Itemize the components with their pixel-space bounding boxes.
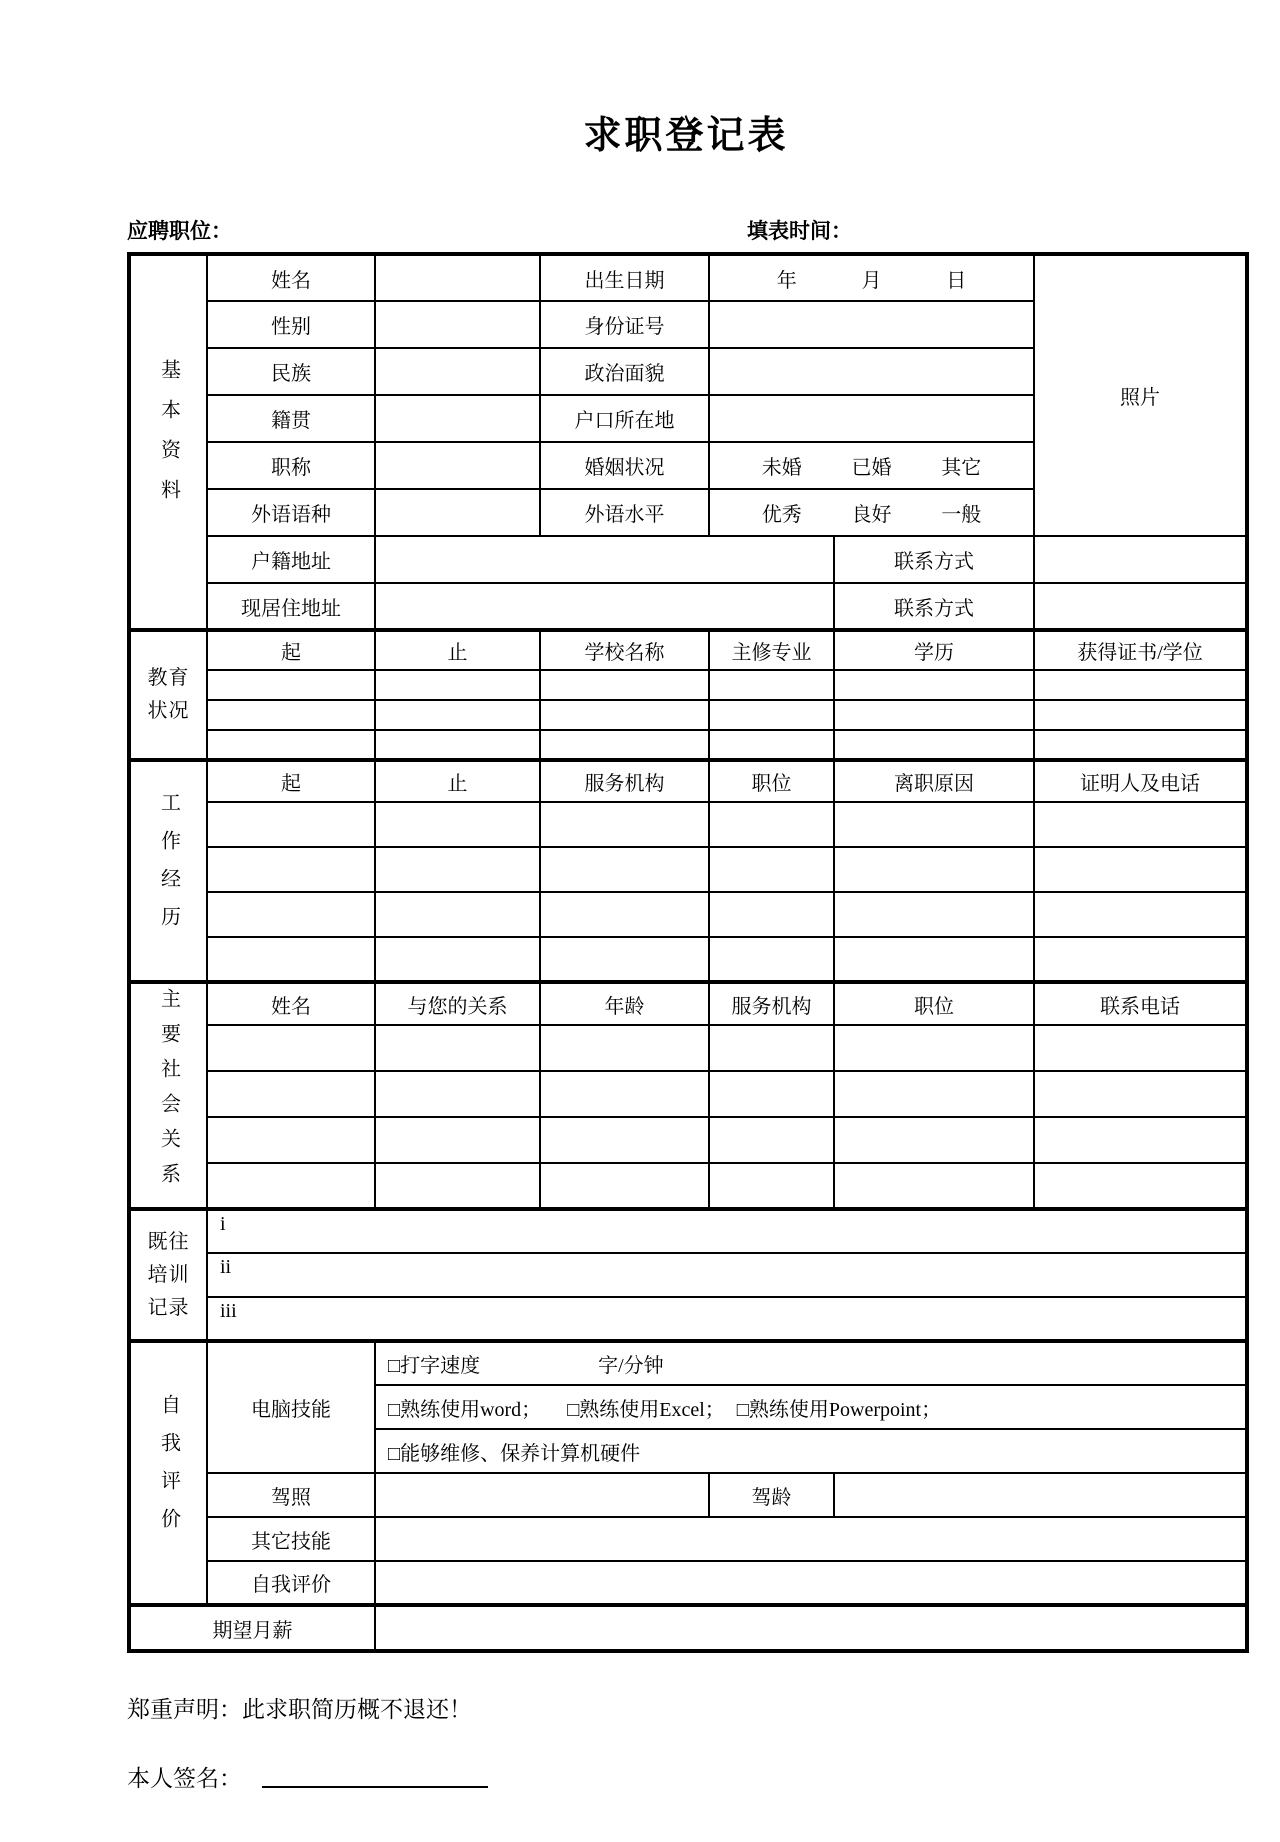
birthdate-input-cell[interactable]: [709, 254, 1034, 301]
native-place-label: 籍贯: [207, 395, 375, 442]
option-good[interactable]: 良好: [851, 504, 892, 526]
training-item-numeral: ii: [220, 1256, 232, 1278]
social-input-cell[interactable]: [834, 1025, 1034, 1071]
edu-input-cell[interactable]: [709, 730, 834, 760]
work-input-cell[interactable]: [834, 802, 1034, 847]
social-input-cell[interactable]: [709, 1117, 834, 1163]
edu-header-degree: 学历: [834, 630, 1034, 670]
current-address-input-cell[interactable]: [375, 583, 834, 630]
work-input-cell[interactable]: [1034, 847, 1247, 892]
section-work-sidebar: 工作经历: [129, 760, 207, 982]
household-address-input-cell[interactable]: [375, 536, 834, 583]
work-input-cell[interactable]: [1034, 937, 1247, 982]
social-input-cell[interactable]: [540, 1163, 709, 1209]
training-input-cell-2[interactable]: [207, 1253, 1247, 1297]
self-eval-input-cell[interactable]: [375, 1561, 1247, 1605]
fill-date-label: 填表时间：: [747, 220, 852, 243]
option-married[interactable]: 已婚: [851, 457, 892, 479]
edu-input-cell[interactable]: [540, 730, 709, 760]
contact-label-1: 联系方式: [834, 536, 1034, 583]
photo-label: 照片: [1120, 387, 1160, 409]
social-input-cell[interactable]: [540, 1025, 709, 1071]
edu-input-cell[interactable]: [834, 670, 1034, 700]
social-input-cell[interactable]: [834, 1071, 1034, 1117]
work-input-cell[interactable]: [540, 892, 709, 937]
work-input-cell[interactable]: [709, 847, 834, 892]
signature-label: 本人签名：: [127, 1766, 242, 1791]
residence-registration-input-cell[interactable]: [709, 395, 1034, 442]
typing-speed-row: [375, 1341, 1247, 1385]
social-input-cell[interactable]: [375, 1025, 540, 1071]
social-input-cell[interactable]: [375, 1163, 540, 1209]
work-input-cell[interactable]: [540, 937, 709, 982]
section-education-sidebar: 教育状况: [129, 630, 207, 760]
political-status-label: 政治面貌: [540, 348, 709, 395]
training-item-numeral: i: [220, 1213, 226, 1235]
work-input-cell[interactable]: [709, 937, 834, 982]
social-input-cell[interactable]: [207, 1025, 375, 1071]
top-labels-row: [127, 215, 1245, 243]
social-input-cell[interactable]: [709, 1025, 834, 1071]
edu-input-cell[interactable]: [375, 700, 540, 730]
computer-skills-label: 电脑技能: [207, 1341, 375, 1473]
section-self-eval-sidebar: 自我评价: [129, 1341, 207, 1605]
work-input-cell[interactable]: [207, 892, 375, 937]
work-header-reference: 证明人及电话: [1034, 760, 1247, 802]
photo-cell: [1034, 254, 1247, 536]
training-input-cell-1[interactable]: [207, 1209, 1247, 1253]
other-skills-input-cell[interactable]: [375, 1517, 1247, 1561]
ethnicity-input-cell[interactable]: [375, 348, 540, 395]
edu-input-cell[interactable]: [375, 670, 540, 700]
work-header-from: 起: [207, 760, 375, 802]
powerpoint-checkbox-label[interactable]: □熟练使用Powerpoint；: [736, 1398, 942, 1421]
section-training-sidebar: 既往培训记录: [129, 1209, 207, 1341]
contact-input-cell-2[interactable]: [1034, 583, 1247, 630]
training-item-numeral: iii: [220, 1300, 237, 1322]
excel-checkbox-label[interactable]: □熟练使用Excel；: [567, 1398, 725, 1421]
option-excellent[interactable]: 优秀: [761, 504, 802, 526]
work-input-cell[interactable]: [207, 847, 375, 892]
edu-header-school: 学校名称: [540, 630, 709, 670]
work-header-leave-reason: 离职原因: [834, 760, 1034, 802]
edu-input-cell[interactable]: [1034, 700, 1247, 730]
social-header-age: 年龄: [540, 982, 709, 1025]
typing-speed-unit-label: 字/分钟: [598, 1355, 664, 1377]
signature-line[interactable]: [262, 1786, 488, 1788]
foreign-language-label: 外语语种: [207, 489, 375, 536]
option-unmarried[interactable]: 未婚: [761, 457, 802, 479]
work-input-cell[interactable]: [375, 892, 540, 937]
expected-salary-label: 期望月薪: [129, 1605, 375, 1651]
social-input-cell[interactable]: [207, 1163, 375, 1209]
edu-header-to: 止: [375, 630, 540, 670]
marital-status-label: 婚姻状况: [540, 442, 709, 489]
marital-status-options-cell: [709, 442, 1034, 489]
social-header-phone: 联系电话: [1034, 982, 1247, 1025]
ethnicity-label: 民族: [207, 348, 375, 395]
job-title-label: 职称: [207, 442, 375, 489]
social-input-cell[interactable]: [540, 1117, 709, 1163]
typing-speed-checkbox-label[interactable]: □打字速度: [388, 1355, 481, 1377]
edu-input-cell[interactable]: [540, 670, 709, 700]
current-address-label: 现居住地址: [207, 583, 375, 630]
signature-row: [127, 1760, 1245, 1793]
social-input-cell[interactable]: [1034, 1117, 1247, 1163]
edu-input-cell[interactable]: [207, 730, 375, 760]
day-label: 日: [946, 269, 967, 292]
edu-input-cell[interactable]: [834, 730, 1034, 760]
work-input-cell[interactable]: [207, 937, 375, 982]
other-skills-label: 其它技能: [207, 1517, 375, 1561]
edu-input-cell[interactable]: [709, 700, 834, 730]
gender-label: 性别: [207, 301, 375, 348]
social-header-position: 职位: [834, 982, 1034, 1025]
work-input-cell[interactable]: [207, 802, 375, 847]
job-title-input-cell[interactable]: [375, 442, 540, 489]
edu-input-cell[interactable]: [834, 700, 1034, 730]
work-input-cell[interactable]: [834, 937, 1034, 982]
work-input-cell[interactable]: [1034, 802, 1247, 847]
social-input-cell[interactable]: [834, 1163, 1034, 1209]
social-header-relationship: 与您的关系: [375, 982, 540, 1025]
option-other-marital[interactable]: 其它: [941, 457, 982, 479]
social-header-organization: 服务机构: [709, 982, 834, 1025]
residence-registration-label: 户口所在地: [540, 395, 709, 442]
social-input-cell[interactable]: [207, 1117, 375, 1163]
social-input-cell[interactable]: [1034, 1163, 1247, 1209]
social-input-cell[interactable]: [709, 1163, 834, 1209]
work-header-organization: 服务机构: [540, 760, 709, 802]
social-header-name: 姓名: [207, 982, 375, 1025]
work-input-cell[interactable]: [375, 847, 540, 892]
edu-input-cell[interactable]: [1034, 730, 1247, 760]
edu-input-cell[interactable]: [540, 700, 709, 730]
application-form-table: [127, 252, 1249, 1653]
language-level-label: 外语水平: [540, 489, 709, 536]
social-input-cell[interactable]: [1034, 1071, 1247, 1117]
word-checkbox-label[interactable]: □熟练使用word；: [388, 1398, 542, 1421]
edu-input-cell[interactable]: [375, 730, 540, 760]
drivers-license-label: 驾照: [207, 1473, 375, 1517]
driving-years-label: 驾龄: [709, 1473, 834, 1517]
training-input-cell-3[interactable]: [207, 1297, 1247, 1341]
edu-input-cell[interactable]: [207, 670, 375, 700]
year-label: 年: [776, 269, 797, 292]
page-title: 求职登记表: [583, 115, 789, 157]
household-address-label: 户籍地址: [207, 536, 375, 583]
social-input-cell[interactable]: [834, 1117, 1034, 1163]
self-eval-label: 自我评价: [207, 1561, 375, 1605]
work-input-cell[interactable]: [834, 847, 1034, 892]
work-input-cell[interactable]: [834, 892, 1034, 937]
social-input-cell[interactable]: [709, 1071, 834, 1117]
work-header-to: 止: [375, 760, 540, 802]
work-input-cell[interactable]: [709, 802, 834, 847]
social-input-cell[interactable]: [1034, 1025, 1247, 1071]
work-input-cell[interactable]: [540, 847, 709, 892]
foreign-language-input-cell[interactable]: [375, 489, 540, 536]
month-label: 月: [861, 269, 882, 292]
gender-input-cell[interactable]: [375, 301, 540, 348]
driving-years-input-cell[interactable]: [834, 1473, 1247, 1517]
social-input-cell[interactable]: [375, 1117, 540, 1163]
drivers-license-input-cell[interactable]: [375, 1473, 709, 1517]
section-social-sidebar: 主要社会关系: [129, 982, 207, 1209]
birthdate-label: 出生日期: [540, 254, 709, 301]
expected-salary-input-cell[interactable]: [375, 1605, 1247, 1651]
id-number-label: 身份证号: [540, 301, 709, 348]
edu-header-certificate: 获得证书/学位: [1034, 630, 1247, 670]
edu-input-cell[interactable]: [1034, 670, 1247, 700]
option-average[interactable]: 一般: [941, 504, 982, 526]
work-input-cell[interactable]: [540, 802, 709, 847]
name-input-cell[interactable]: [375, 254, 540, 301]
section-basic-info-sidebar: 基本资料: [129, 254, 207, 630]
declaration-text: 郑重声明：此求职简历概不退还！: [127, 1697, 472, 1722]
social-input-cell[interactable]: [375, 1071, 540, 1117]
position-applied-label: 应聘职位：: [127, 220, 232, 243]
hardware-checkbox-label[interactable]: □能够维修、保养计算机硬件: [388, 1442, 641, 1465]
contact-label-2: 联系方式: [834, 583, 1034, 630]
work-input-cell[interactable]: [375, 937, 540, 982]
hardware-skill-row: [375, 1429, 1247, 1473]
political-status-input-cell[interactable]: [709, 348, 1034, 395]
edu-header-from: 起: [207, 630, 375, 670]
work-input-cell[interactable]: [375, 802, 540, 847]
edu-input-cell[interactable]: [207, 700, 375, 730]
edu-input-cell[interactable]: [709, 670, 834, 700]
edu-header-major: 主修专业: [709, 630, 834, 670]
id-number-input-cell[interactable]: [709, 301, 1034, 348]
native-place-input-cell[interactable]: [375, 395, 540, 442]
work-input-cell[interactable]: [709, 892, 834, 937]
social-input-cell[interactable]: [207, 1071, 375, 1117]
work-input-cell[interactable]: [1034, 892, 1247, 937]
work-header-position: 职位: [709, 760, 834, 802]
name-label: 姓名: [207, 254, 375, 301]
language-level-options-cell: [709, 489, 1034, 536]
contact-input-cell-1[interactable]: [1034, 536, 1247, 583]
social-input-cell[interactable]: [540, 1071, 709, 1117]
office-skills-row: [375, 1385, 1247, 1429]
